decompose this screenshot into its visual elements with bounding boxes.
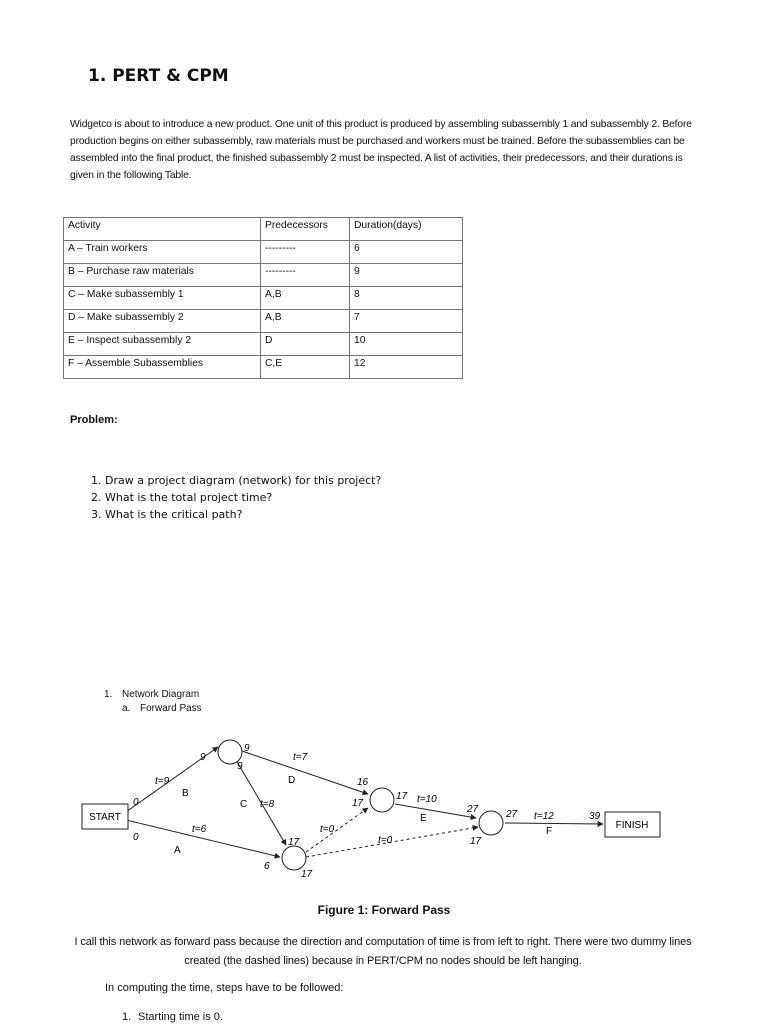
node-label: 27: [467, 804, 479, 815]
edge-label: t=0: [320, 824, 335, 835]
activity-label-e: E: [420, 813, 427, 824]
step-text: Starting time is 0.: [138, 1011, 223, 1023]
node-label: 9: [244, 743, 250, 754]
subsection-number: a.: [122, 703, 131, 714]
edge-e: [395, 804, 476, 818]
figure-caption: Figure 1: Forward Pass: [317, 903, 451, 917]
table-cell: C – Make subassembly 1: [64, 287, 261, 310]
node-label: 39: [589, 811, 601, 822]
section-label: Network Diagram: [122, 689, 200, 700]
node-4: [479, 811, 503, 835]
table-row: [64, 287, 463, 310]
activity-label-b: B: [182, 788, 189, 799]
edge-label: t=8: [260, 799, 275, 810]
edge-label: t=7: [293, 752, 308, 763]
activity-label-c: C: [240, 799, 248, 810]
node-label: 9: [200, 752, 206, 763]
step-number: 1.: [122, 1011, 132, 1023]
table-cell: ---------: [261, 241, 350, 264]
start-label: START: [89, 812, 121, 823]
edge-label: t=0: [378, 835, 393, 846]
table-header-cell: Predecessors: [261, 218, 350, 241]
table-cell: 8: [350, 287, 463, 310]
table-cell: F – Assemble Subassemblies: [64, 356, 261, 379]
intro-paragraph: Widgetco is about to introduce a new product. One unit of this product is produced by assembling subassembly 1 and subassembly 2. Before production begins on either subassembly, raw materials must be purchased and workers must be trained. Before the subassemblies can be assembled into the final product, the finished subassembly 2 must be inspected. A list of activities, their predecessors, and their durations is given in the following Table.: [70, 119, 692, 181]
section-heading: [104, 689, 199, 700]
table-cell: 6: [350, 241, 463, 264]
node-label: 17: [288, 837, 300, 848]
table-cell: E – Inspect subassembly 2: [64, 333, 261, 356]
node-label: 17: [470, 836, 482, 847]
edge-label: 0: [133, 832, 139, 843]
subsection-heading: [122, 703, 202, 714]
network-diagram: [0, 730, 768, 890]
edge-label: 0: [133, 797, 139, 808]
step-item: [122, 1011, 223, 1023]
explanation-paragraph: I call this network as forward pass because the direction and computation of time is from left to right. There were two dummy lines created (the dashed lines) because in PERT/CPM no nodes should be left hanging.: [74, 936, 692, 967]
table-cell: 10: [350, 333, 463, 356]
table-cell: C,E: [261, 356, 350, 379]
table-row: [64, 333, 463, 356]
table-cell: D – Make subassembly 2: [64, 310, 261, 333]
subsection-label: Forward Pass: [140, 703, 202, 714]
table-row: [64, 356, 463, 379]
table-cell: B – Purchase raw materials: [64, 264, 261, 287]
table-header-cell: Duration(days): [350, 218, 463, 241]
node-label: 27: [506, 809, 518, 820]
activity-label-d: D: [288, 775, 296, 786]
edge-label: t=6: [192, 824, 207, 835]
table-cell: 9: [350, 264, 463, 287]
list-item: 2. What is the total project time?: [105, 489, 381, 506]
edge-label: t=12: [534, 811, 554, 822]
table-row: [64, 310, 463, 333]
table-cell: 7: [350, 310, 463, 333]
dummy-edge-1: [306, 808, 368, 852]
table-cell: 12: [350, 356, 463, 379]
node-label: 9: [237, 761, 243, 772]
node-label: 17: [352, 798, 364, 809]
section-number: 1.: [104, 689, 113, 700]
table-header-row: [64, 218, 463, 241]
page-title: 1. PERT & CPM: [88, 66, 229, 86]
node-3: [370, 788, 394, 812]
node-label: 17: [396, 791, 408, 802]
activities-table: [63, 217, 463, 379]
steps-intro: In computing the time, steps have to be followed:: [105, 982, 344, 994]
table-cell: A,B: [261, 310, 350, 333]
node-label: 16: [357, 777, 369, 788]
table-cell: A,B: [261, 287, 350, 310]
node-label: 6: [264, 861, 270, 872]
questions-list: [86, 472, 381, 523]
table-row: [64, 264, 463, 287]
edge-label: t=9: [155, 776, 170, 787]
finish-label: FINISH: [615, 820, 649, 831]
edge-label: t=10: [417, 794, 437, 805]
table-cell: D: [261, 333, 350, 356]
table-header-cell: Activity: [64, 218, 261, 241]
list-item: 3. What is the critical path?: [105, 506, 381, 523]
table-cell: A – Train workers: [64, 241, 261, 264]
table-row: [64, 241, 463, 264]
problem-heading: Problem:: [70, 414, 118, 426]
edge-f: [505, 823, 603, 824]
activity-label-f: F: [546, 826, 553, 837]
table-cell: ---------: [261, 264, 350, 287]
activity-label-a: A: [174, 845, 181, 856]
node-label: 17: [301, 869, 313, 880]
list-item: 1. Draw a project diagram (network) for this project?: [105, 472, 381, 489]
node-2: [282, 846, 306, 870]
